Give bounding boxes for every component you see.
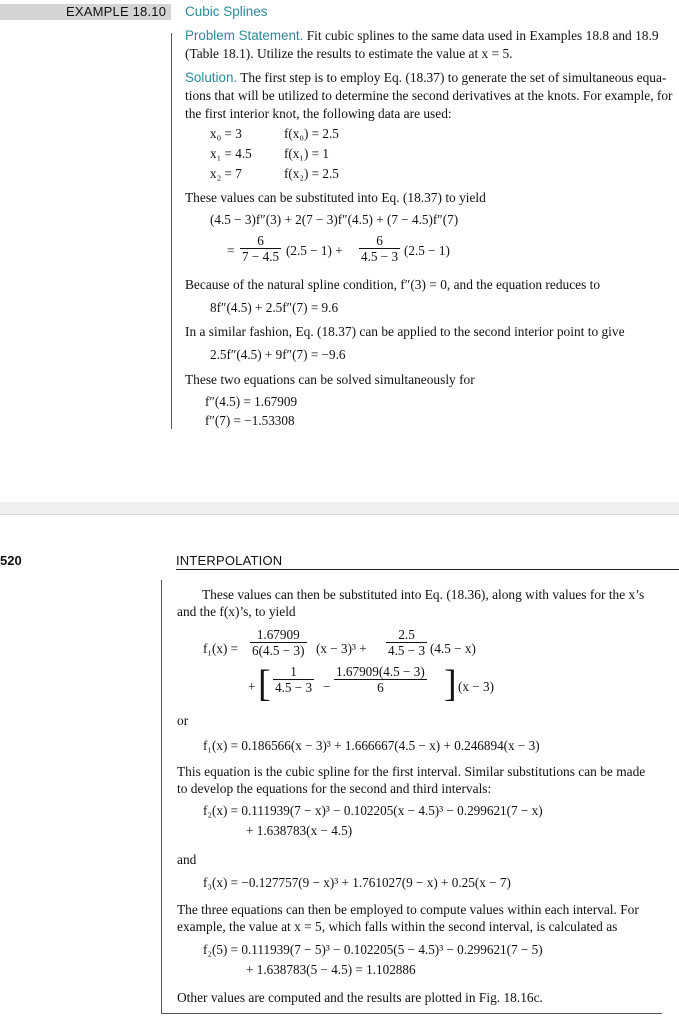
solution-f-7: f″(7) = −1.53308 (205, 413, 295, 428)
running-head: INTERPOLATION (176, 553, 283, 568)
equation-1-fraction-2 (359, 233, 400, 264)
and-text: and (177, 852, 197, 867)
equation-1-fraction-1 (240, 233, 281, 264)
f2-of-5-line-1: f₂(5) = 0.111939(7 − 5)³ − 0.102205(5 − 4.5)³ − 0.299621(7 − 5) (203, 942, 543, 957)
equation-1-eqsign: = (227, 243, 235, 258)
f2-line-2: + 1.638783(x − 4.5) (246, 823, 353, 838)
knot-x1: x₁ = 4.5 (210, 146, 252, 161)
fraction-numerator: 6 (376, 233, 383, 248)
page-separator-line (0, 514, 679, 515)
fraction-denominator: 6 (334, 679, 427, 695)
f1-fraction-c (273, 664, 314, 695)
solved-simultaneously-text: These two equations can be solved simultaneously for (185, 372, 475, 387)
fraction-denominator: 7 − 4.5 (242, 249, 280, 264)
f1-lhs: f₁(x) = (203, 641, 239, 656)
equation-3: 2.5f″(4.5) + 9f″(7) = −9.6 (210, 347, 346, 362)
f1-fraction-a (250, 627, 307, 658)
f1-middle: (x − 3)³ + (316, 641, 367, 656)
fraction-denominator: 4.5 − 3 (275, 680, 313, 695)
knot-f0: f(x₀) = 2.5 (284, 126, 339, 141)
similar-fashion-text: In a similar fashion, Eq. (18.37) can be applied to the second interior point to give (185, 324, 625, 339)
problem-line-2: (Table 18.1). Utilize the results to estimate the value at x = 5. (185, 46, 513, 61)
fraction-numerator: 1 (290, 664, 297, 679)
knot-x0: x₀ = 3 (210, 126, 242, 141)
example-left-rule-continued (161, 580, 162, 1013)
page-separator (0, 502, 679, 514)
fraction-numerator: 1.67909(4.5 − 3) (336, 664, 425, 679)
equation-1-middle: (2.5 − 1) + (286, 243, 343, 258)
header-rule (176, 569, 679, 570)
fraction-denominator: 4.5 − 3 (388, 643, 426, 658)
cubic-spline-line-1: This equation is the cubic spline for the first interval. Similar substitutions can be made (177, 764, 646, 779)
paragraph-2-line-2: and the f(x)’s, to yield (177, 604, 296, 619)
f1-minus: − (323, 679, 331, 694)
fraction-numerator: 2.5 (398, 627, 415, 642)
knot-f1: f(x₁) = 1 (284, 146, 329, 161)
problem-heading: Problem Statement. (185, 28, 304, 43)
f1-tail-2: (x − 3) (458, 679, 495, 694)
f3-equation: f₃(x) = −0.127757(9 − x)³ + 1.761027(9 − x) + 0.25(x − 7) (203, 875, 511, 890)
natural-condition-text: Because of the natural spline condition, f″(3) = 0, and the equation reduces to (185, 277, 601, 292)
other-values-text: Other values are computed and the results are plotted in Fig. 18.16c. (177, 990, 543, 1005)
three-equations-line-2: example, the value at x = 5, which falls within the second interval, is calculated as (177, 919, 618, 934)
f1-fraction-d (334, 664, 427, 695)
page-number: 520 (0, 553, 22, 568)
solution-line-3: the first interior knot, the following data are used: (185, 106, 452, 121)
equation-2: 8f″(4.5) + 2.5f″(7) = 9.6 (210, 300, 339, 315)
fraction-denominator: 4.5 − 3 (361, 249, 399, 264)
f2-line-1: f₂(x) = 0.111939(7 − x)³ − 0.102205(x − 4.5)³ − 0.299621(7 − x) (203, 803, 543, 818)
cubic-spline-line-2: to develop the equations for the second and third intervals: (177, 781, 492, 796)
problem-line-1 (185, 27, 659, 45)
left-bracket: [ (258, 663, 271, 705)
example-left-rule (171, 33, 172, 429)
f1-plus: + (248, 679, 256, 694)
f2-of-5-line-2: + 1.638783(5 − 4.5) = 1.102886 (246, 962, 416, 977)
solution-line-2: tions that will be utilized to determine the second derivatives at the knots. For example, for (185, 88, 673, 103)
f1-tail-1: (4.5 − x) (430, 641, 476, 656)
paragraph-2-line-1: These values can then be substituted into Eq. (18.36), along with values for the x’s (202, 587, 645, 602)
fraction-numerator: 6 (257, 233, 264, 248)
or-text: or (177, 713, 189, 728)
solution-text-1: The first step is to employ Eq. (18.37) to generate the set of simultaneous equa- (240, 70, 667, 85)
equation-1-line-1: (4.5 − 3)f″(3) + 2(7 − 3)f″(4.5) + (7 − 4.5)f″(7) (210, 212, 459, 227)
example-end-rule (161, 1013, 662, 1014)
equation-1-tail: (2.5 − 1) (404, 243, 450, 258)
substitute-1837-text: These values can be substituted into Eq. (18.37) to yield (185, 190, 486, 205)
solution-f-4-5: f″(4.5) = 1.67909 (205, 394, 298, 409)
three-equations-line-1: The three equations can then be employed to compute values within each interval. For (177, 902, 639, 917)
example-label: EXAMPLE 18.10 (66, 4, 167, 19)
right-bracket: ] (444, 663, 457, 705)
solution-line-1 (185, 69, 666, 87)
problem-text-1: Fit cubic splines to the same data used in Examples 18.8 and 18.9 (306, 28, 659, 43)
f1-fraction-b (386, 627, 427, 658)
solution-heading: Solution. (185, 70, 238, 85)
example-title: Cubic Splines (185, 4, 268, 19)
fraction-denominator: 6(4.5 − 3) (252, 643, 305, 658)
knot-f2: f(x₂) = 2.5 (284, 166, 339, 181)
knot-x2: x₂ = 7 (210, 166, 242, 181)
fraction-numerator: 1.67909 (256, 627, 300, 642)
f1-simplified: f₁(x) = 0.186566(x − 3)³ + 1.666667(4.5 − x) + 0.246894(x − 3) (203, 738, 540, 753)
